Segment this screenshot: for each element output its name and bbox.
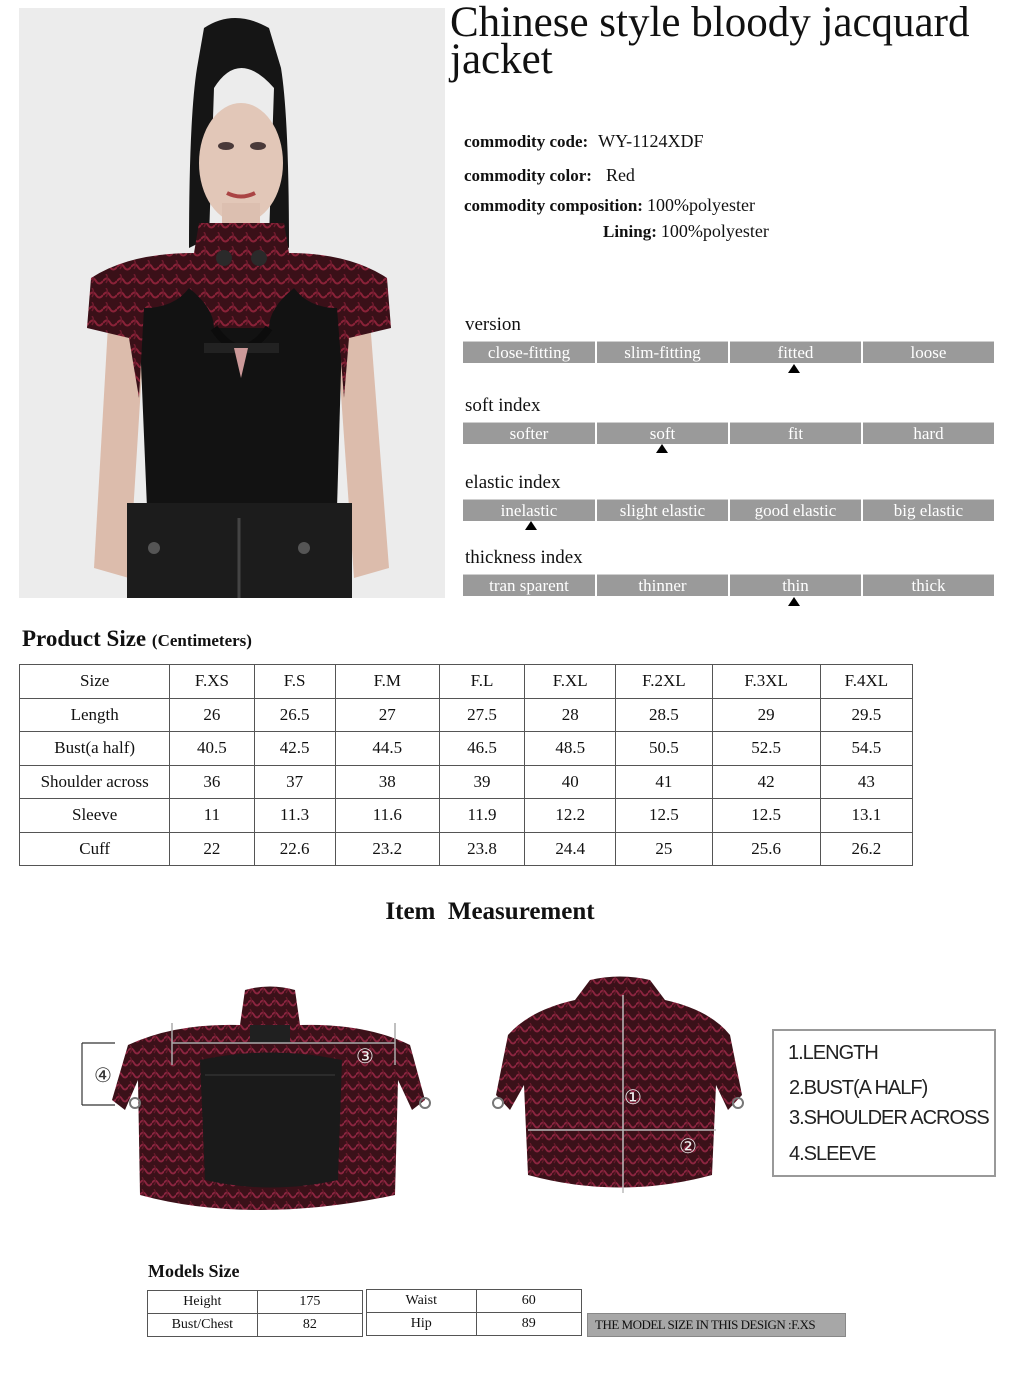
table-row [367,1313,582,1336]
table-row [20,732,913,766]
table-cell: Cuff [20,832,170,866]
table-cell: 13.1 [820,799,912,833]
index-option: big elastic [863,499,994,521]
index-option-selected: thin [730,574,861,596]
table-cell: 11.3 [254,799,335,833]
table-row [20,698,913,732]
marker-bust: ② [679,1136,697,1158]
index-option-selected: inelastic [463,499,595,521]
selection-marker-icon [525,521,537,530]
table-cell: 11.6 [335,799,439,833]
models-table-right [366,1289,582,1336]
index-option: slim-fitting [597,341,728,363]
jacket-front-image [80,985,440,1210]
spec-label: commodity color: [464,166,592,185]
spec-code [464,131,704,152]
table-cell: Height [148,1291,258,1314]
table-header-cell: F.M [335,665,439,699]
table-cell: 22.6 [254,832,335,866]
table-cell: 52.5 [712,732,820,766]
selection-marker-icon [788,597,800,606]
table-cell: 89 [476,1313,581,1336]
model-size-note: THE MODEL SIZE IN THIS DESIGN :F.XS [587,1313,846,1337]
spec-label: commodity composition: [464,196,643,215]
table-header-cell: F.XL [525,665,616,699]
table-cell: 54.5 [820,732,912,766]
table-header-cell: F.4XL [820,665,912,699]
index-option: hard [863,422,994,444]
table-cell: 60 [476,1290,581,1313]
table-cell: 27.5 [439,698,524,732]
models-table-left [147,1290,363,1337]
index-option: loose [863,341,994,363]
table-cell: 42 [712,765,820,799]
table-header-row [20,665,913,699]
spec-value: Red [605,165,635,185]
index-title: thickness index [465,547,583,568]
table-cell: 11 [170,799,254,833]
index-option: thick [863,574,994,596]
table-cell: Bust/Chest [148,1314,258,1337]
table-cell: 12.2 [525,799,616,833]
size-unit: (Centimeters) [151,631,252,650]
table-row [20,799,913,833]
spec-label: Lining: [603,222,657,241]
table-cell: 40 [525,765,616,799]
table-header-cell: F.3XL [712,665,820,699]
table-cell: 36 [170,765,254,799]
spec-composition [464,195,755,216]
table-header-cell: F.S [254,665,335,699]
spec-value: 100%polyester [660,221,769,241]
table-cell: 41 [616,765,712,799]
index-option: softer [463,422,595,444]
table-row [148,1291,363,1314]
table-cell: 44.5 [335,732,439,766]
index-option-selected: soft [597,422,728,444]
table-cell: 12.5 [712,799,820,833]
table-cell: 12.5 [616,799,712,833]
spec-color [464,165,635,186]
models-size-title: Models Size [148,1261,240,1281]
table-cell: 175 [257,1291,362,1314]
table-cell: 46.5 [439,732,524,766]
table-cell: 27 [335,698,439,732]
size-table-title [22,626,252,652]
spec-value: 100%polyester [646,195,755,215]
table-cell: 23.2 [335,832,439,866]
table-cell: Shoulder across [20,765,170,799]
index-option: slight elastic [597,499,728,521]
selection-marker-icon [656,444,668,453]
legend-item: 2.BUST(A HALF) [789,1077,928,1099]
index-title: elastic index [465,472,561,493]
legend-item: 3.SHOULDER ACROSS [789,1107,989,1129]
measurement-legend [772,1029,996,1177]
table-cell: Waist [367,1290,477,1313]
table-cell: 25.6 [712,832,820,866]
table-header-cell: F.L [439,665,524,699]
index-option: close-fitting [463,341,595,363]
table-cell: 22 [170,832,254,866]
table-row [148,1314,363,1337]
table-cell: 42.5 [254,732,335,766]
table-cell: 23.8 [439,832,524,866]
table-cell: 29.5 [820,698,912,732]
table-row [367,1290,582,1313]
table-cell: 28 [525,698,616,732]
table-cell: 38 [335,765,439,799]
table-cell: 26.5 [254,698,335,732]
legend-item: 4.SLEEVE [789,1143,876,1165]
table-row [20,832,913,866]
table-cell: 37 [254,765,335,799]
table-cell: Sleeve [20,799,170,833]
table-header-cell: Size [20,665,170,699]
table-cell: 25 [616,832,712,866]
table-header-cell: F.2XL [616,665,712,699]
model-photo [19,8,445,598]
spec-value: WY-1124XDF [598,131,704,151]
size-title-text: Product Size [22,626,147,651]
table-cell: 29 [712,698,820,732]
selection-marker-icon [788,364,800,373]
index-option: fit [730,422,861,444]
spec-lining [603,221,769,242]
table-cell: 40.5 [170,732,254,766]
table-cell: Hip [367,1313,477,1336]
table-header-cell: F.XS [170,665,254,699]
measurement-title: Item Measurement [385,898,595,925]
jacket-back-image [480,975,755,1195]
product-title: Chinese style bloody jacquard jacket [450,0,970,83]
index-title: version [465,314,521,335]
spec-label: commodity code: [464,132,589,151]
marker-sleeve: ④ [94,1065,112,1087]
table-cell: 28.5 [616,698,712,732]
size-table [19,664,913,866]
index-option: thinner [597,574,728,596]
table-cell: 82 [257,1314,362,1337]
table-cell: 26.2 [820,832,912,866]
index-title: soft index [465,395,541,416]
table-cell: 24.4 [525,832,616,866]
marker-shoulder: ③ [356,1046,374,1068]
legend-item: 1.LENGTH [788,1042,878,1064]
table-cell: 48.5 [525,732,616,766]
marker-length: ① [624,1087,642,1109]
table-cell: 11.9 [439,799,524,833]
index-option: tran sparent [463,574,595,596]
table-cell: 43 [820,765,912,799]
table-cell: Length [20,698,170,732]
table-cell: Bust(a half) [20,732,170,766]
table-cell: 39 [439,765,524,799]
table-row [20,765,913,799]
table-cell: 26 [170,698,254,732]
index-option-selected: fitted [730,341,861,363]
index-option: good elastic [730,499,861,521]
table-cell: 50.5 [616,732,712,766]
